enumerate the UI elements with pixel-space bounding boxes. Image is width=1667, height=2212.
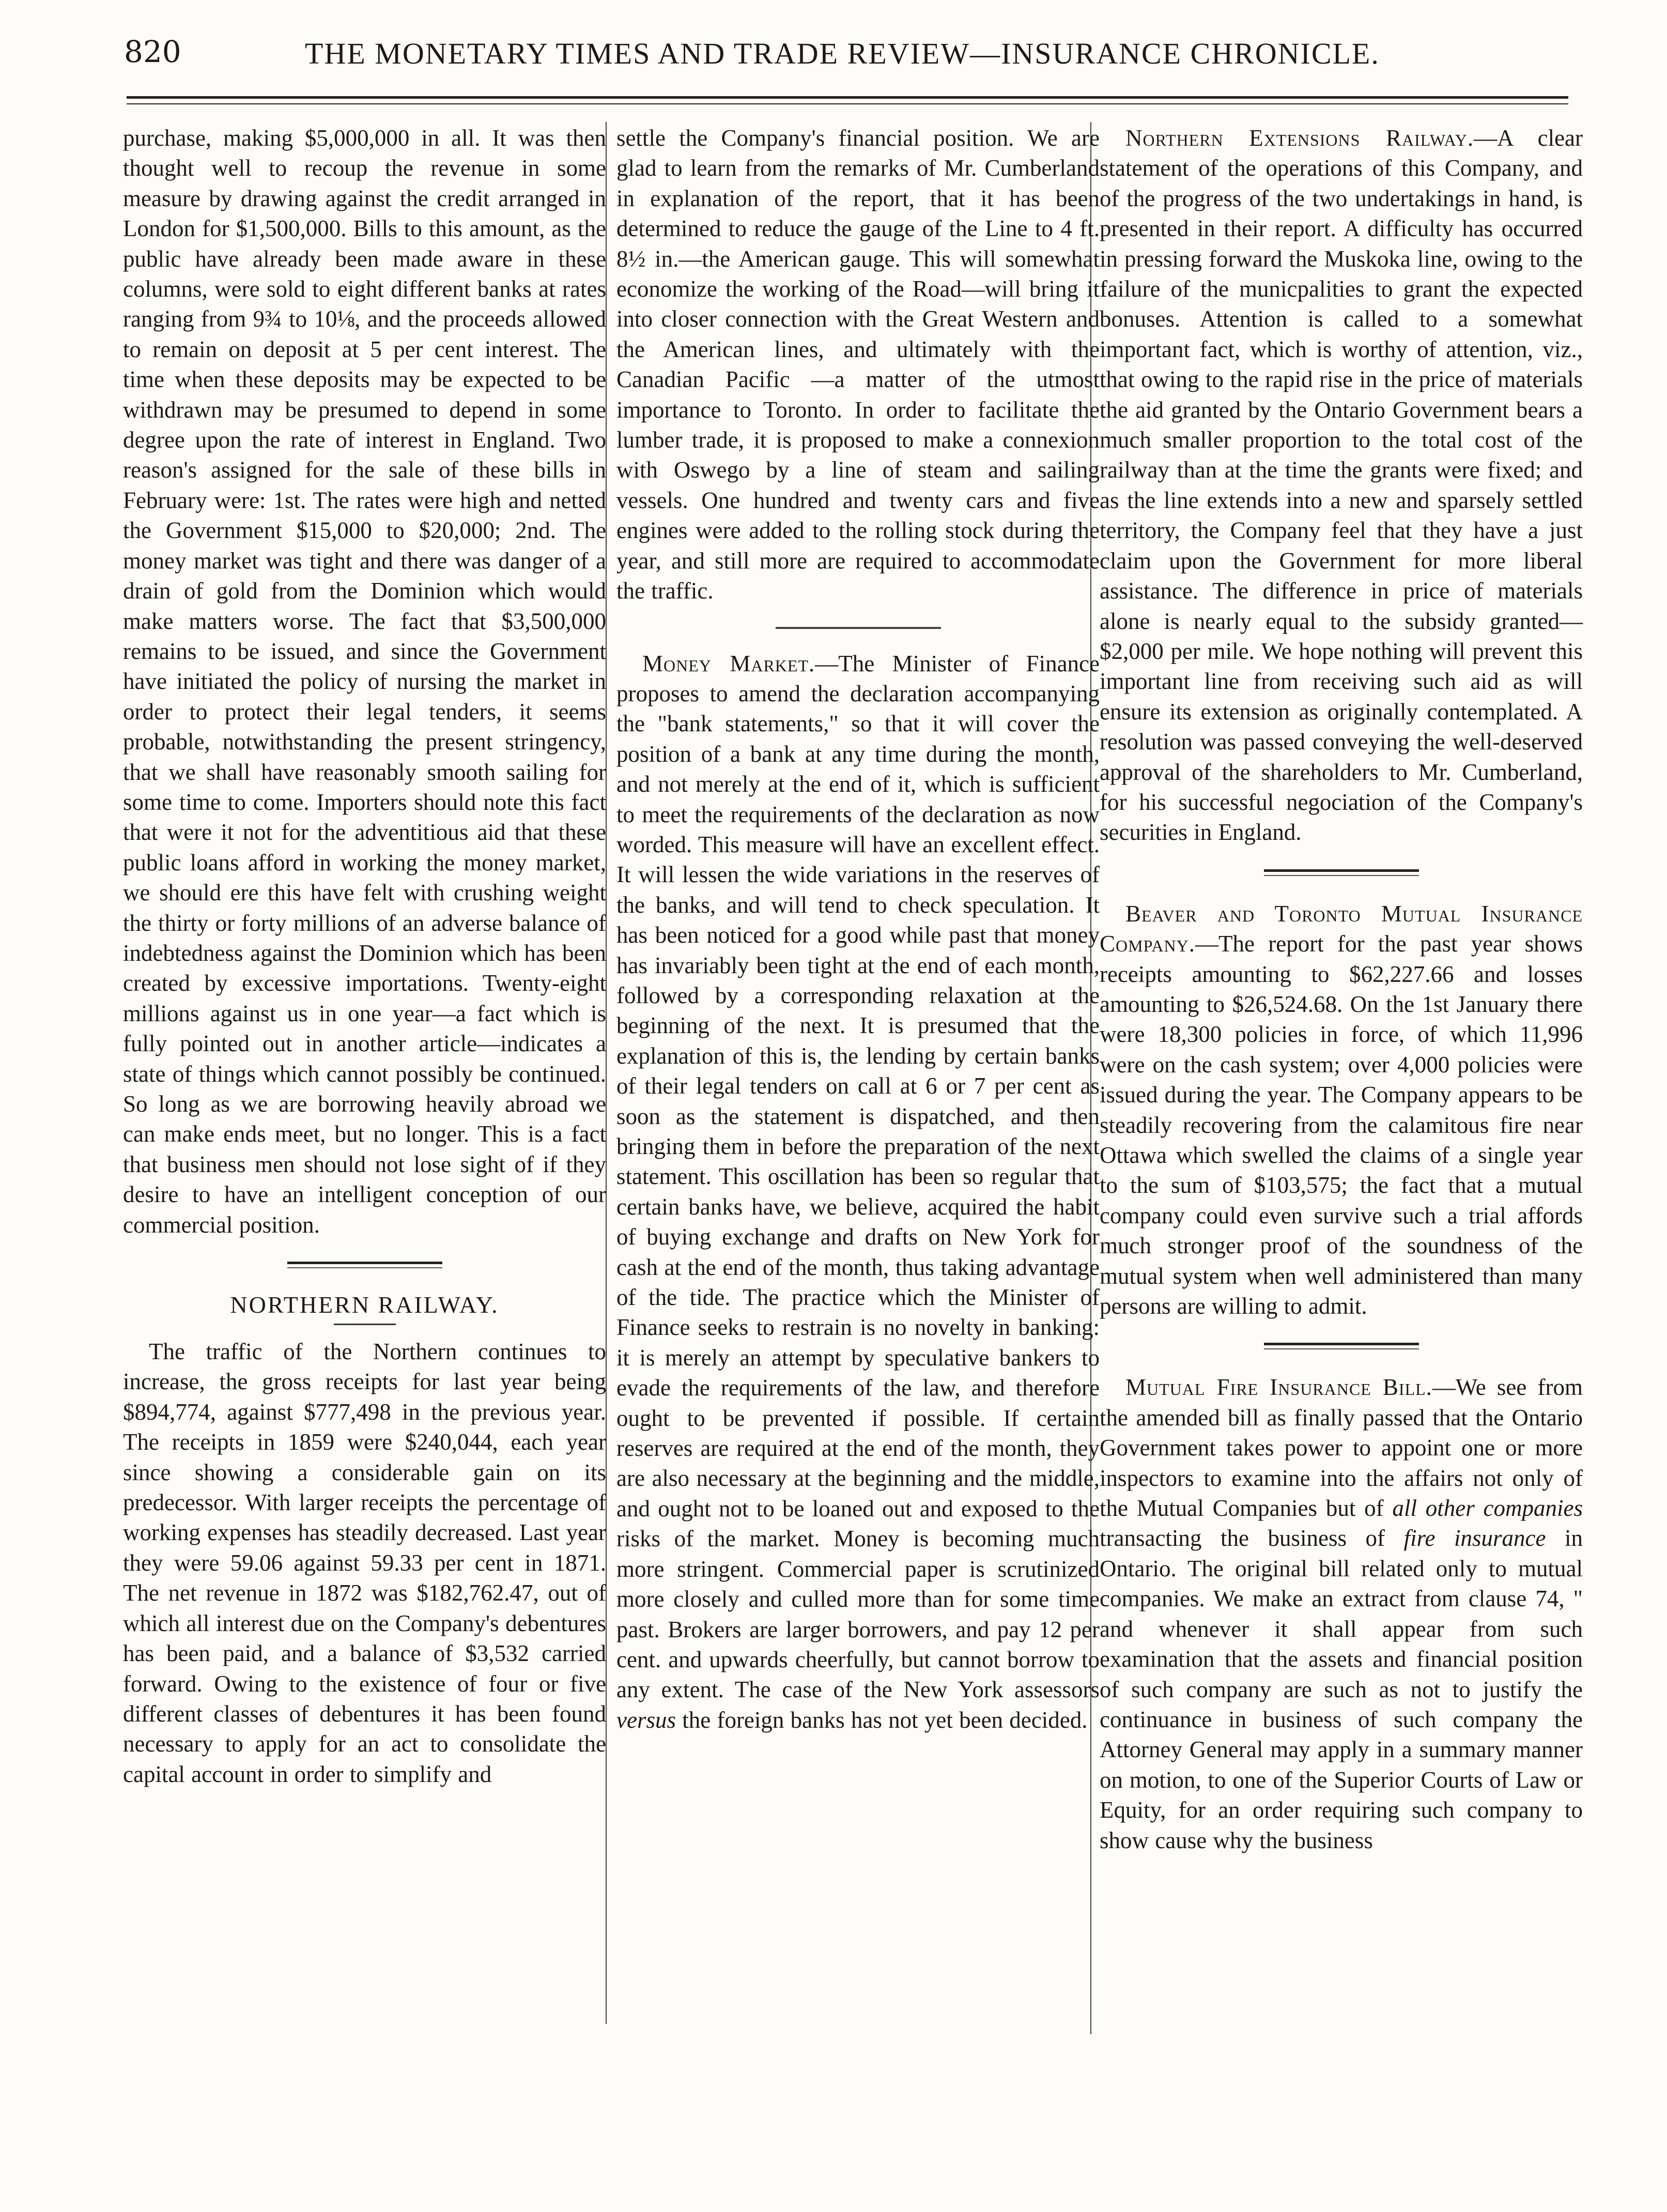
article-body: —We see from the amended bill as finally passed that the Ontario Government takes power to appoint one or more inspectors to examine into the affairs not only of the Mutual Companies but of — [1100, 1374, 1583, 1522]
section-heading: NORTHERN RAILWAY. — [230, 1292, 499, 1318]
article-body: in Ontario. The original bill related only to mutual companies. We make an extract from clause 74, " and whenever it shall appear from such examination that the assets and financial position of such company are such as not to justify the continuance in business of such company the Attorney General may apply in a summary manner on motion, to one of the Superior Courts of Law or Equity, for an order requiring such company to show cause why the business — [1100, 1525, 1583, 1853]
section-divider — [1264, 869, 1419, 876]
masthead-title: THE MONETARY TIMES AND TRADE REVIEW—INSURANCE CHRONICLE. — [305, 37, 1380, 70]
article-body: the foreign banks has not yet been decided. — [682, 1707, 1088, 1733]
article-italic: versus — [616, 1707, 676, 1733]
page-number: 820 — [124, 34, 181, 69]
article-paragraph: The traffic of the Northern continues to increase, the gross receipts for last year being $894,774, against $777,498 in the previous year. The receipts in 1859 were $240,044, each year since showing a considerable gain on its predecessor. With larger receipts the percentage of working expenses has steadily decreased. Last year they were 59.06 against 59.33 per cent in 1871. The net revenue in 1872 was $182,762.47, out of which all interest due on the Company's debentures has been paid, and a balance of $3,532 carried forward. Owing to the existence of four or five different classes of debentures it has been found necessary to apply for an act to consolidate the capital account in order to simplify and — [123, 1339, 606, 1787]
article-body: —The Minister of Finance proposes to amend the declaration accompanying the "bank statements," so that it will cover the position of a bank at any time during the month, and not merely at the end of it, which is sufficient to meet the requirements of the declaration as now worded. This measure will have an excellent effect. It will lessen the wide variations in the reserves of the banks, and will tend to check speculation. It has been noticed for a good while past that money has invariably been tight at the end of each month, followed by a corresponding relaxation at the beginning of the next. It is presumed that the explanation of this is, the lending by certain banks of their legal tenders on call at 6 or 7 per cent as soon as the statement is dispatched, and then bringing them in before the preparation of the next statement. This oscillation has been so regular that certain banks have, we believe, acquired the habit of buying exchange and drafts on New York for cash at the end of the month, thus taking advantage of the tide. The practice which the Minister of Finance seeks to restrain is no novelty in banking: it is merely an attempt by speculative bankers to evade the requirements of the law, and therefore ought to be prevented if possible. If certain reserves are required at the end of the month, they are also necessary at the beginning and the middle, and ought not to be loaned out and exposed to the risks of the market. Money is becoming much more stringent. Commercial paper is scrutinized more closely and culled more than for some time past. Brokers are larger borrowers, and pay 12 per cent. and upwards cheerfully, but cannot borrow to any extent. The case of the New York assessors — [616, 650, 1100, 1703]
article-paragraph: settle the Company's financial position. We are glad to learn from the remarks of Mr. Cumberland in explanation of the report, that it has been determined to reduce the gauge of the Line to 4 ft. 8½ in.—the American gauge. This will somewhat economize the working of the Road—will bring it into closer connection with the Great Western and the American lines, and ultimately with the Canadian Pacific —a matter of the utmost importance to Toronto. In order to facilitate the lumber trade, it is proposed to make a connexion with Oswego by a line of steam and sailing vessels. One hundred and twenty cars and five engines were added to the rolling stock during the year, and still more are required to accommodate the traffic. — [616, 125, 1100, 604]
article-paragraph — [1100, 1372, 1583, 1855]
column-right — [1100, 123, 1583, 1855]
article-paragraph — [1100, 123, 1583, 848]
heading-rule — [334, 1324, 396, 1325]
article-paragraph: purchase, making $5,000,000 in all. It was then thought well to recoup the revenue in some measure by drawing against the credit arranged in London for $1,500,000. Bills to this amount, as the public have already been made aware in these columns, were sold to eight different banks at rates ranging from 9¾ to 10⅛, and the proceeds allowed to remain on deposit at 5 per cent interest. The time when these deposits may be expected to be withdrawn may be presumed to depend in some degree upon the rate of interest in England. Two reason's assigned for the sale of these bills in February were: 1st. The rates were high and netted the Government $15,000 to $20,000; 2nd. The money market was tight and there was danger of a drain of gold from the Dominion which would make matters worse. The fact that $3,500,000 remains to be issued, and since the Government have initiated the policy of nursing the market in order to protect their legal tenders, it seems probable, notwithstanding the present stringency, that we shall have reasonably smooth sailing for some time to come. Importers should note this fact that were it not for the adventitious aid that these public loans afford in working the money market, we should ere this have felt with crushing weight the thirty or forty millions of an adverse balance of indebtedness against the Dominion which has been created by excessive importations. Twenty-eight millions against us in one year—a fact which is fully pointed out in another article—indicates a state of things which cannot possibly be continued. So long as we are borrowing heavily abroad we can make ends meet, but no longer. This is a fact that business men should not lose sight of if they desire to have an intelligent conception of our commercial position. — [123, 125, 606, 1238]
article-lead: Mutual Fire Insurance Bill. — [1125, 1374, 1432, 1401]
article-body: transacting the business of — [1100, 1525, 1385, 1552]
section-divider — [776, 627, 941, 629]
column-middle — [616, 123, 1100, 1735]
article-lead: Money Market. — [642, 650, 815, 677]
article-paragraph — [1100, 899, 1583, 1322]
article-paragraph — [616, 649, 1100, 1735]
section-divider — [287, 1262, 442, 1268]
masthead-rule-thin — [127, 103, 1568, 104]
article-lead: Beaver and Toronto Mutual Insurance Company. — [1100, 900, 1583, 957]
article-lead: Northern Extensions Railway. — [1125, 125, 1474, 151]
article-body: —The report for the past year shows receipts amounting to $62,227.66 and losses amounting to $26,524.68. On the 1st January there were 18,300 policies in force, of which 11,996 were on the cash system; over 4,000 policies were issued during the year. The Company appears to be steadily recovering from the calamitous fire near Ottawa which swelled the claims of a single year to the sum of $103,575; the fact that a mutual company could even survive such a trial affords much stronger proof of the soundness of the mutual system when well administered than many persons are willing to admit. — [1100, 931, 1583, 1319]
section-divider — [1264, 1343, 1419, 1349]
article-italic: fire insurance — [1403, 1525, 1546, 1552]
column-left — [123, 123, 606, 1789]
masthead-rule-thick — [127, 96, 1568, 99]
article-body: —A clear statement of the operations of this Company, and of the progress of the two undertakings in hand, is presented in their report. A difficulty has occurred in pressing forward the Muskoka line, owing to the failure of the municpalities to grant the expected bonuses. Attention is called to a somewhat important fact, which is worthy of attention, viz., that owing to the rapid rise in the price of materials the aid granted by the Ontario Government bears a much smaller proportion to the total cost of the railway than at the time the grants were fixed; and as the line extends into a new and sparsely settled territory, the Company feel that they have a just claim upon the Government for more liberal assistance. The difference in price of materials alone is nearly equal to the subsidy granted—$2,000 per mile. We hope nothing will prevent this important line from receiving such aid as will ensure its extension as originally contemplated. A resolution was passed conveying the well-deserved approval of the shareholders to Mr. Cumberland, for his successful negociation of the Company's securities in England. — [1100, 125, 1583, 846]
article-italic: all other companies — [1392, 1495, 1583, 1522]
